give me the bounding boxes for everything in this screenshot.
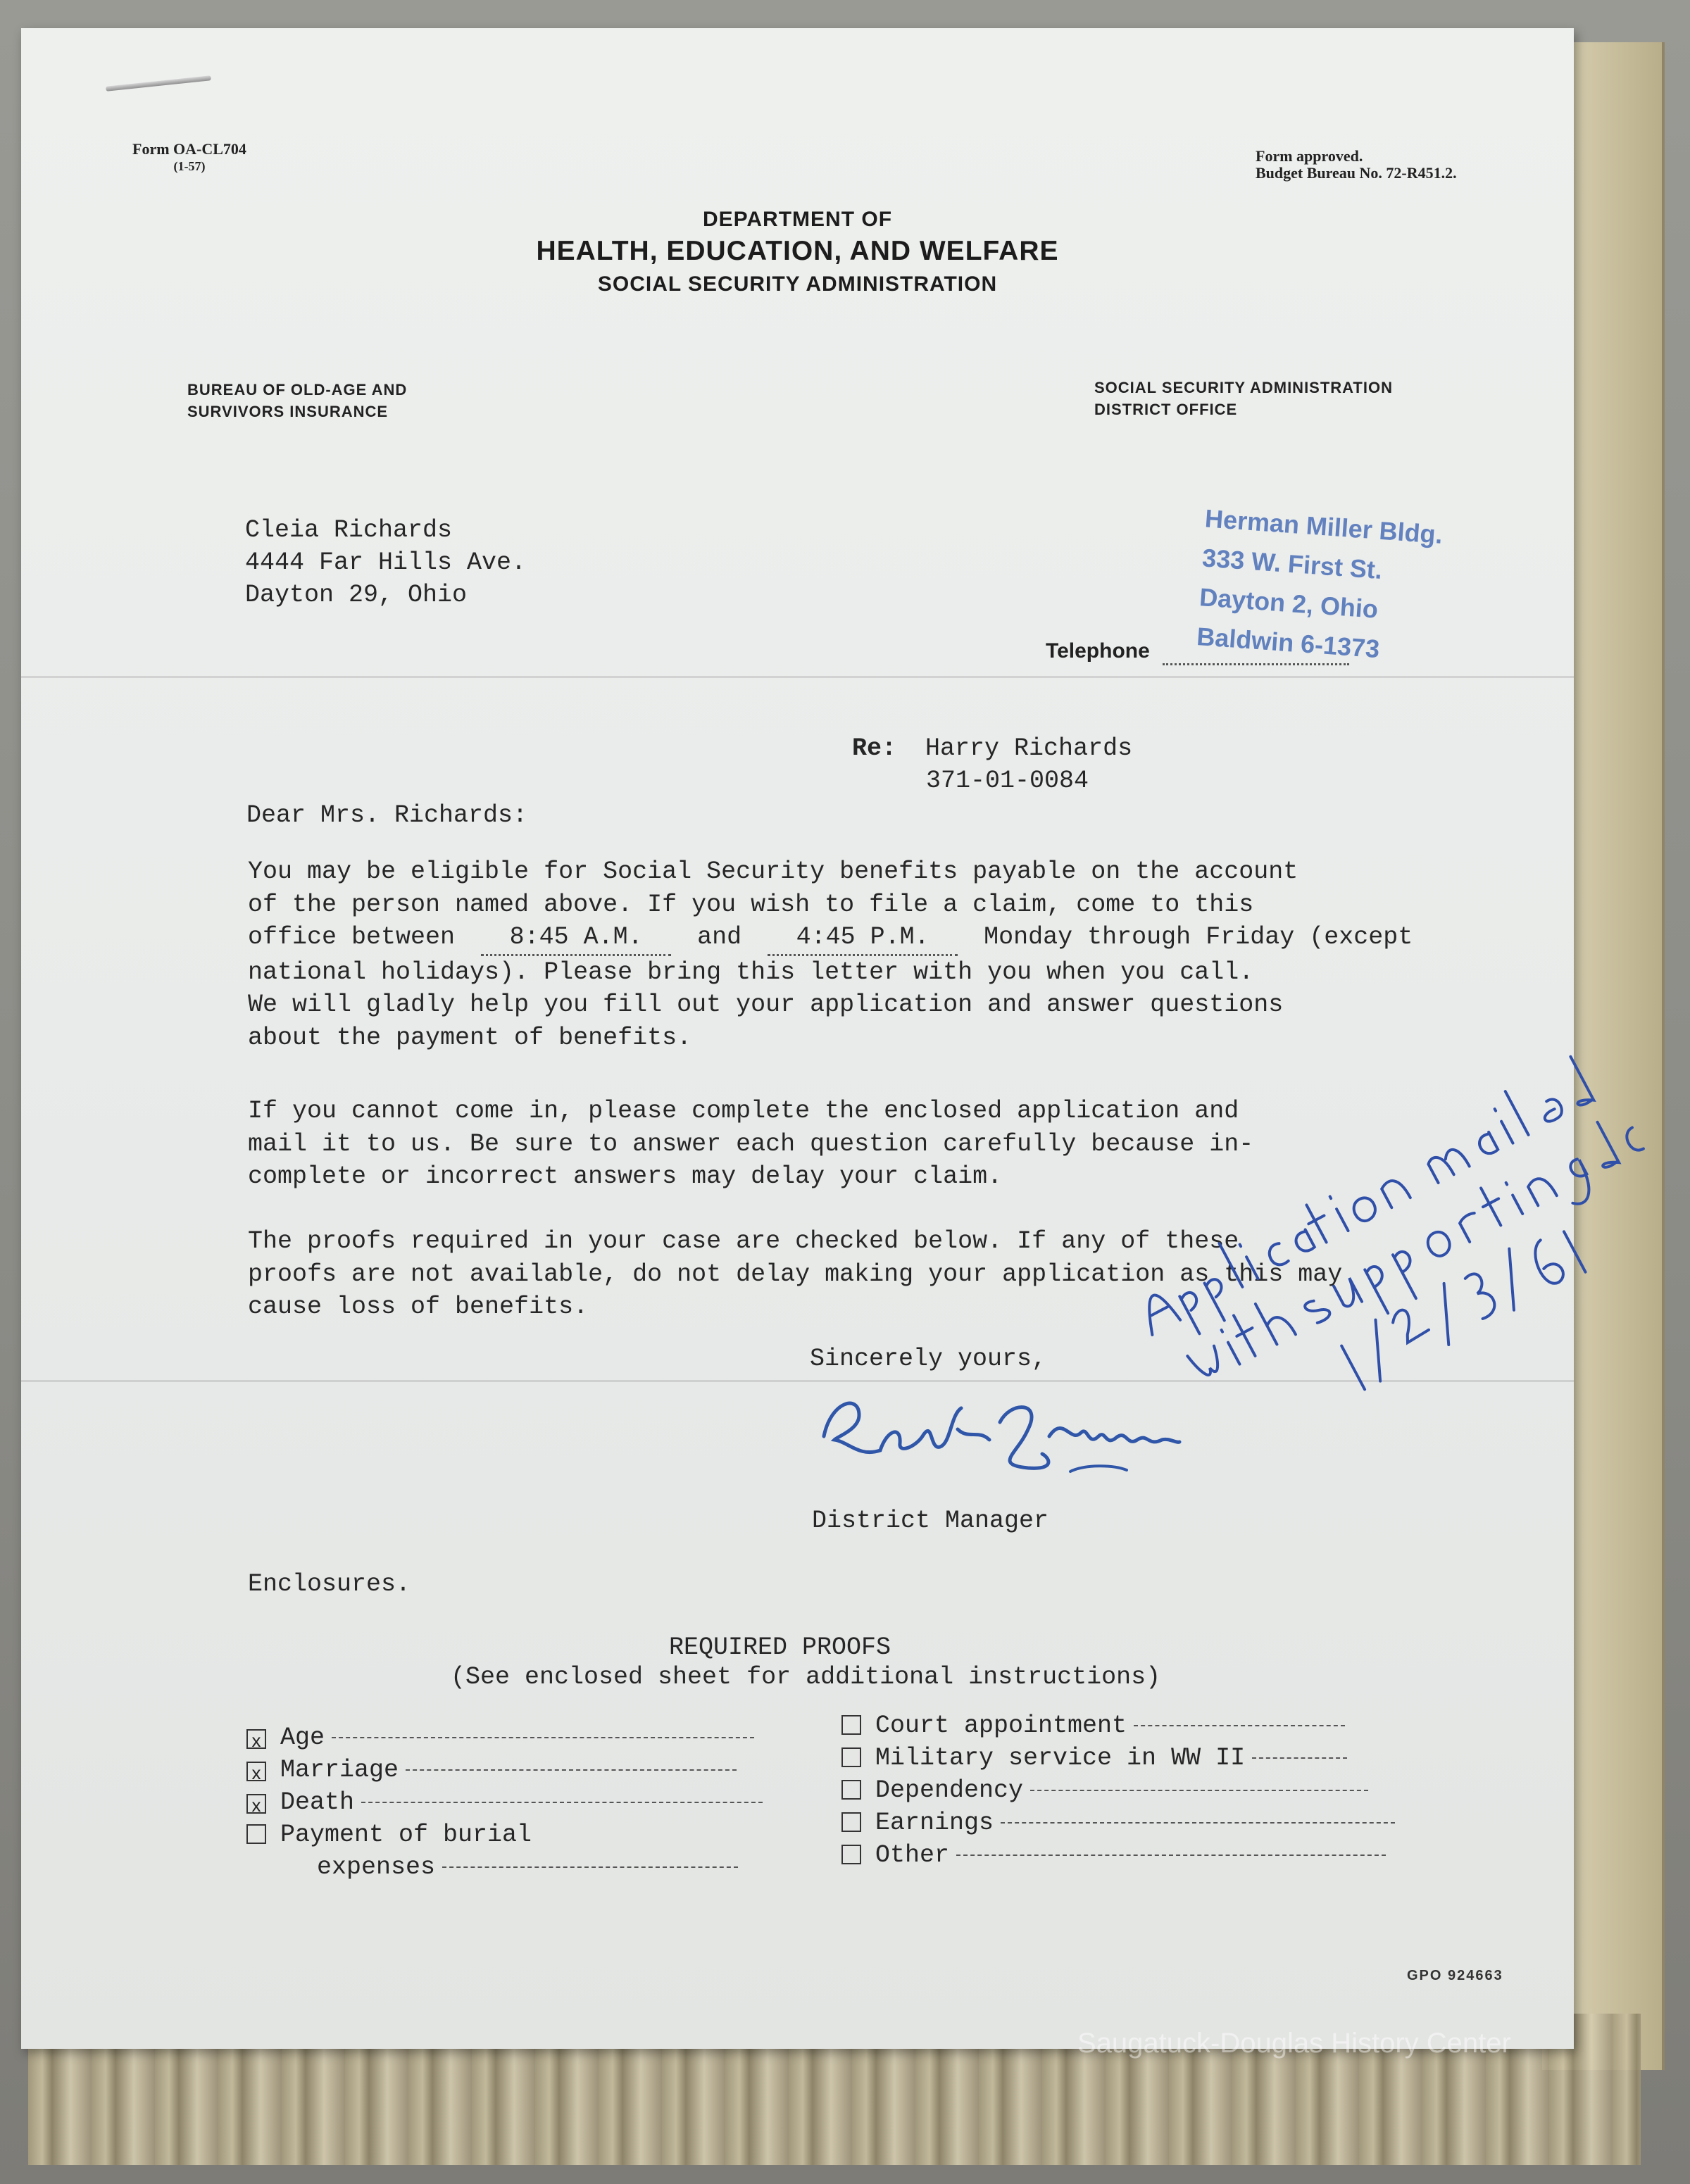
proofs-left-column bbox=[246, 1721, 763, 1883]
proof-leader bbox=[1252, 1757, 1347, 1759]
proofs-title: REQUIRED PROOFS bbox=[669, 1633, 891, 1662]
para1-and: and bbox=[697, 923, 742, 951]
signature-name bbox=[817, 1387, 823, 1388]
military-checkbox[interactable] bbox=[841, 1747, 861, 1767]
agency-line-2: HEALTH, EDUCATION, AND WELFARE bbox=[536, 236, 1059, 266]
paragraph-1 bbox=[248, 855, 1413, 1054]
para1-office-between: office between bbox=[248, 923, 456, 951]
court-checkbox[interactable] bbox=[841, 1715, 861, 1735]
district-heading bbox=[1094, 377, 1393, 420]
signature-graphic bbox=[817, 1387, 1211, 1486]
form-approval bbox=[1256, 148, 1457, 182]
telephone-label: Telephone bbox=[1046, 639, 1150, 663]
agency-line-3: SOCIAL SECURITY ADMINISTRATION bbox=[597, 272, 998, 296]
proof-item-earnings bbox=[841, 1807, 1395, 1839]
other-checkbox[interactable] bbox=[841, 1845, 861, 1864]
proofs-right-column bbox=[841, 1709, 1395, 1871]
budget-bureau-line: Budget Bureau No. 72-R451.2. bbox=[1256, 164, 1457, 182]
re-block bbox=[852, 732, 1132, 797]
para3-line-3: cause loss of benefits. bbox=[248, 1293, 589, 1321]
dependency-checkbox[interactable] bbox=[841, 1780, 861, 1800]
bureau-line-2: SURVIVORS INSURANCE bbox=[187, 403, 389, 420]
para1-line-4: national holidays). Please bring this letter with you when you call. bbox=[248, 958, 1254, 986]
proof-leader bbox=[1030, 1790, 1368, 1791]
para1-line-3 bbox=[248, 921, 1413, 956]
telephone-row bbox=[1046, 639, 1349, 665]
signature bbox=[817, 1387, 1211, 1489]
para3-line-1: The proofs required in your case are checked below. If any of these bbox=[248, 1227, 1239, 1255]
open-time: 8:45 A.M. bbox=[481, 921, 671, 956]
form-number bbox=[132, 141, 246, 175]
approval-line: Form approved. bbox=[1256, 147, 1363, 165]
gpo-number: GPO 924663 bbox=[1407, 1968, 1503, 1983]
district-line-2: DISTRICT OFFICE bbox=[1094, 401, 1238, 418]
form-edition: (1-57) bbox=[173, 159, 206, 173]
re-label: Re: bbox=[852, 734, 897, 762]
proof-item-court bbox=[841, 1709, 1395, 1742]
close-time: 4:45 P.M. bbox=[768, 921, 958, 956]
para1-line-5: We will gladly help you fill out your application and answer questions bbox=[248, 991, 1284, 1019]
proof-item-age bbox=[246, 1721, 763, 1754]
burial-checkbox[interactable] bbox=[246, 1824, 266, 1844]
proof-item-burial bbox=[246, 1819, 763, 1851]
salutation: Dear Mrs. Richards: bbox=[246, 801, 528, 829]
para2-line-2: mail it to us. Be sure to answer each question carefully because in- bbox=[248, 1129, 1254, 1158]
para3-line-2: proofs are not available, do not delay making your application as this may bbox=[248, 1260, 1343, 1288]
addressee-name: Cleia Richards bbox=[245, 516, 453, 544]
para1-line-6: about the payment of benefits. bbox=[248, 1023, 692, 1052]
telephone-blank bbox=[1163, 639, 1349, 665]
earnings-checkbox[interactable] bbox=[841, 1812, 861, 1832]
bureau-line-1: BUREAU OF OLD-AGE AND bbox=[187, 381, 408, 398]
re-ssn: 371-01-0084 bbox=[926, 767, 1089, 795]
agency-line-1: DEPARTMENT OF bbox=[702, 208, 893, 231]
proof-item-other bbox=[841, 1839, 1395, 1871]
re-name: Harry Richards bbox=[925, 734, 1133, 762]
addressee-city: Dayton 29, Ohio bbox=[245, 581, 468, 609]
addressee-block bbox=[245, 514, 526, 611]
age-checkbox[interactable]: x bbox=[246, 1729, 266, 1749]
proof-label: Age bbox=[280, 1724, 325, 1752]
proofs-subtitle: (See enclosed sheet for additional instructions) bbox=[451, 1663, 1161, 1691]
staple bbox=[106, 75, 211, 92]
proof-label: Court appointment bbox=[875, 1712, 1127, 1740]
bureau-heading bbox=[187, 379, 407, 422]
stamp-line-4: Baldwin 6-1373 bbox=[1196, 622, 1381, 664]
para1-line-1: You may be eligible for Social Security benefits payable on the account bbox=[248, 858, 1298, 886]
enclosures: Enclosures. bbox=[248, 1570, 411, 1598]
signer-title: District Manager bbox=[812, 1507, 1049, 1535]
letter-page bbox=[21, 28, 1574, 2049]
proof-label: Earnings bbox=[875, 1809, 994, 1837]
proof-leader bbox=[361, 1802, 763, 1803]
proof-leader bbox=[406, 1769, 737, 1771]
proof-leader bbox=[1001, 1822, 1395, 1824]
para2-line-1: If you cannot come in, please complete the enclosed application and bbox=[248, 1097, 1239, 1125]
form-number-text: Form OA-CL704 bbox=[132, 140, 246, 158]
proof-item-death bbox=[246, 1786, 763, 1819]
proof-label: Dependency bbox=[875, 1776, 1024, 1805]
addressee-street: 4444 Far Hills Ave. bbox=[245, 548, 527, 577]
para1-weekdays: Monday through Friday (except bbox=[984, 923, 1413, 951]
marriage-checkbox[interactable]: x bbox=[246, 1762, 266, 1781]
para2-line-3: complete or incorrect answers may delay your claim. bbox=[248, 1162, 1003, 1191]
proof-label: expenses bbox=[317, 1853, 436, 1881]
proof-leader bbox=[442, 1866, 738, 1868]
proof-leader bbox=[332, 1737, 754, 1738]
proof-label: Other bbox=[875, 1841, 950, 1869]
closing: Sincerely yours, bbox=[810, 1345, 1047, 1373]
proof-item-military bbox=[841, 1742, 1395, 1774]
proof-item-marriage bbox=[246, 1754, 763, 1786]
stamp-line-1: Herman Miller Bldg. bbox=[1203, 503, 1444, 549]
fold-line bbox=[21, 676, 1574, 678]
proof-item-dependency bbox=[841, 1774, 1395, 1807]
stamp-line-3: Dayton 2, Ohio bbox=[1198, 582, 1379, 624]
proof-label: Payment of burial bbox=[280, 1821, 532, 1849]
proof-label: Death bbox=[280, 1788, 355, 1816]
paragraph-2 bbox=[248, 1095, 1253, 1193]
proof-leader bbox=[1134, 1725, 1345, 1726]
watermark: Saugatuck-Douglas History Center bbox=[1077, 2028, 1511, 2059]
proof-label: Marriage bbox=[280, 1756, 399, 1784]
proof-label: Military service in WW II bbox=[875, 1744, 1246, 1772]
stamp-line-2: 333 W. First St. bbox=[1201, 543, 1384, 585]
proof-leader bbox=[956, 1854, 1386, 1856]
death-checkbox[interactable]: x bbox=[246, 1794, 266, 1814]
proof-item-burial-continuation bbox=[246, 1851, 763, 1883]
district-line-1: SOCIAL SECURITY ADMINISTRATION bbox=[1094, 379, 1393, 396]
para1-line-2: of the person named above. If you wish to file a claim, come to this bbox=[248, 890, 1254, 919]
